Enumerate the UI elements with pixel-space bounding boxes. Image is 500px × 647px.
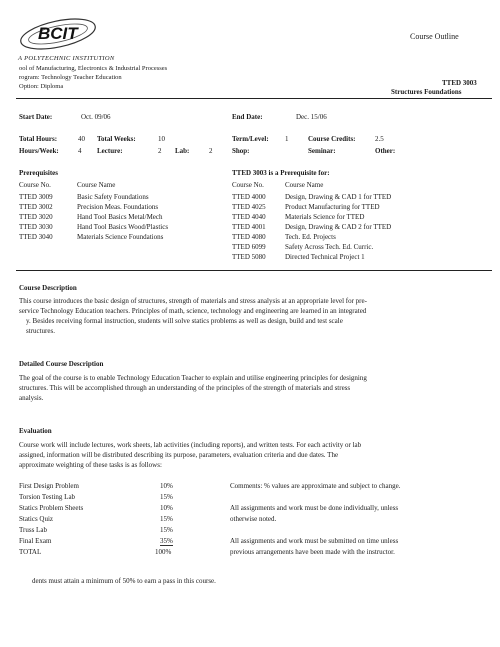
prereq-row-name — [77, 213, 163, 221]
prereq-for-course-no: TTED 5080 — [232, 253, 266, 261]
evaluation-total-name: TOTAL — [19, 548, 42, 556]
prereq-course-no: TTED 3040 — [19, 233, 53, 241]
prereq-for-col-name: Course Name — [285, 181, 324, 189]
evaluation-total-pct: 100% — [155, 548, 172, 556]
lab-label: Lab: — [175, 147, 190, 155]
evaluation-comment: previous arrangements have been made with the instructor. — [230, 548, 395, 556]
prereq-course-name: Materials Science Foundations — [77, 233, 164, 241]
lecture-label: Lecture: — [97, 147, 123, 155]
prereq-course-no: TTED 3020 — [19, 213, 53, 221]
prereq-for-course-name: Safety Across Tech. Ed. Curric. — [285, 243, 374, 251]
start-date-label: Start Date: — [19, 113, 53, 121]
institution-tagline: A POLYTECHNIC INSTITUTION — [18, 55, 115, 62]
evaluation-item-name: First Design Problem — [19, 482, 79, 490]
hours-week-label: Hours/Week: — [19, 147, 59, 155]
prereq-for-course-name: Materials Science for TTED — [285, 213, 365, 221]
total-weeks-label: Total Weeks: — [97, 135, 136, 143]
lab-value: 2 — [209, 147, 213, 155]
evaluation-item-pct: 15% — [160, 526, 173, 534]
start-date-value: Oct. 09/06 — [81, 113, 111, 121]
prereq-course-no: TTED 3030 — [19, 223, 53, 231]
evaluation-item-name: Final Exam — [19, 537, 52, 545]
prereq-for-course-name: Design, Drawing & CAD 1 for TTED — [285, 193, 392, 201]
course-description-line: service Technology Education teachers. Principles of math, science, technology and engineering are learned in an integrated — [19, 307, 367, 315]
prereq-for-course-no: TTED 6099 — [232, 243, 266, 251]
evaluation-item-pct: 15% — [160, 493, 173, 501]
section-rule — [16, 270, 492, 271]
total-weeks-value: 10 — [158, 135, 165, 143]
prereq-course-name: Basic Safety Foundations — [77, 193, 149, 201]
prereq-row — [19, 213, 53, 221]
header-rule — [16, 98, 492, 99]
prereq-col-no: Course No. — [19, 181, 51, 189]
prereq-course-name: Precision Meas. Foundations — [77, 203, 159, 211]
prereq-title: Prerequisites — [19, 169, 59, 177]
prereq-for-course-name: Design, Drawing & CAD 2 for TTED — [285, 223, 392, 231]
term-level-label: Term/Level: — [232, 135, 269, 143]
lecture-value: 2 — [158, 147, 162, 155]
evaluation-intro-line: Course work will include lectures, work sheets, lab activities (including reports), and written tests. For each activity or lab — [19, 441, 362, 449]
prereq-row — [19, 193, 53, 201]
detailed-description-line: structures. This will be accomplished through an understanding of the principles of the strength of materials and stress — [19, 384, 351, 392]
evaluation-item-pct: 10% — [160, 482, 173, 490]
detailed-description-line: analysis. — [19, 394, 44, 402]
pass-requirement: dents must attain a minimum of 50% to earn a pass in this course. — [32, 577, 216, 585]
doc-type: Course Outline — [410, 32, 459, 41]
evaluation-item-pct: 10% — [160, 504, 173, 512]
course-description-line: structures. — [26, 327, 55, 335]
detailed-description-line: The goal of the course is to enable Technology Education Teacher to explain and utilise engineering principles for designing — [19, 374, 367, 382]
evaluation-comment: otherwise noted. — [230, 515, 277, 523]
evaluation-intro-line: approximate weighting of these tasks is as follows: — [19, 461, 162, 469]
school-name: ool of Manufacturing, Electronics & Industrial Processes — [19, 65, 168, 72]
program-name: rogram: Technology Teacher Education — [19, 74, 122, 81]
detailed-description-title: Detailed Course Description — [19, 360, 104, 368]
total-hours-value: 40 — [78, 135, 85, 143]
total-hours-label: Total Hours: — [19, 135, 58, 143]
course-credits-value: 2.5 — [375, 135, 384, 143]
prereq-for-course-no: TTED 4040 — [232, 213, 266, 221]
evaluation-comment: All assignments and work must be submitted on time unless — [230, 537, 399, 545]
evaluation-item-pct: 15% — [160, 515, 173, 523]
evaluation-comment: All assignments and work must be done individually, unless — [230, 504, 399, 512]
evaluation-item-name: Torsion Testing Lab — [19, 493, 76, 501]
prereq-row-name — [77, 223, 168, 231]
prereq-for-course-name: Tech. Ed. Projects — [285, 233, 336, 241]
prereq-for-course-no: TTED 4000 — [232, 193, 266, 201]
prereq-row — [19, 223, 53, 231]
evaluation-item-name: Statics Problem Sheets — [19, 504, 84, 512]
course-description-line: y. Besides receiving formal instruction, students will solve statics problems as well as design, build and test scale — [26, 317, 343, 325]
seminar-label: Seminar: — [308, 147, 336, 155]
evaluation-intro-line: assigned, information will be distributed describing its purpose, parameters, evaluation criteria and due dates. The — [19, 451, 339, 459]
evaluation-title: Evaluation — [19, 427, 52, 435]
prereq-for-course-no: TTED 4080 — [232, 233, 266, 241]
prereq-row-name — [77, 203, 158, 211]
evaluation-item-pct: 35% — [160, 537, 173, 545]
prereq-for-course-no: TTED 4025 — [232, 203, 266, 211]
option-name: Option: Diploma — [19, 83, 64, 90]
course-description-line: This course introduces the basic design of structures, strength of materials and stress analysis at an appropriate level for pre- — [19, 297, 367, 305]
prereq-for-title: TTED 3003 is a Prerequisite for: — [232, 169, 330, 177]
evaluation-item-name: Truss Lab — [19, 526, 47, 534]
evaluation-item-name: Statics Quiz — [19, 515, 54, 523]
prereq-for-course-name: Product Manufacturing for TTED — [285, 203, 380, 211]
prereq-row-name — [77, 193, 149, 201]
term-level-value: 1 — [285, 135, 289, 143]
logo-wordmark: BCIT — [38, 24, 78, 43]
prereq-for-course-name: Directed Technical Project 1 — [285, 253, 365, 261]
course-credits-label: Course Credits: — [308, 135, 356, 143]
prereq-course-name: Hand Tool Basics Metal/Mech — [77, 213, 163, 221]
prereq-row-name — [77, 233, 163, 241]
hours-week-value: 4 — [78, 147, 82, 155]
other-label: Other: — [375, 147, 396, 155]
course-title: Structures Foundations — [391, 88, 462, 96]
course-code: TTED 3003 — [442, 79, 477, 87]
end-date-value: Dec. 15/06 — [296, 113, 327, 121]
evaluation-comment: Comments: % values are approximate and subject to change. — [230, 482, 401, 490]
prereq-course-name: Hand Tool Basics Wood/Plastics — [77, 223, 169, 231]
course-description-title: Course Description — [19, 284, 77, 292]
prereq-course-no: TTED 3009 — [19, 193, 53, 201]
prereq-for-col-no: Course No. — [232, 181, 264, 189]
shop-label: Shop: — [232, 147, 250, 155]
prereq-row — [19, 233, 53, 241]
prereq-row — [19, 203, 53, 211]
end-date-label: End Date: — [232, 113, 263, 121]
prereq-col-name: Course Name — [77, 181, 116, 189]
prereq-course-no: TTED 3002 — [19, 203, 53, 211]
prereq-for-course-no: TTED 4001 — [232, 223, 266, 231]
